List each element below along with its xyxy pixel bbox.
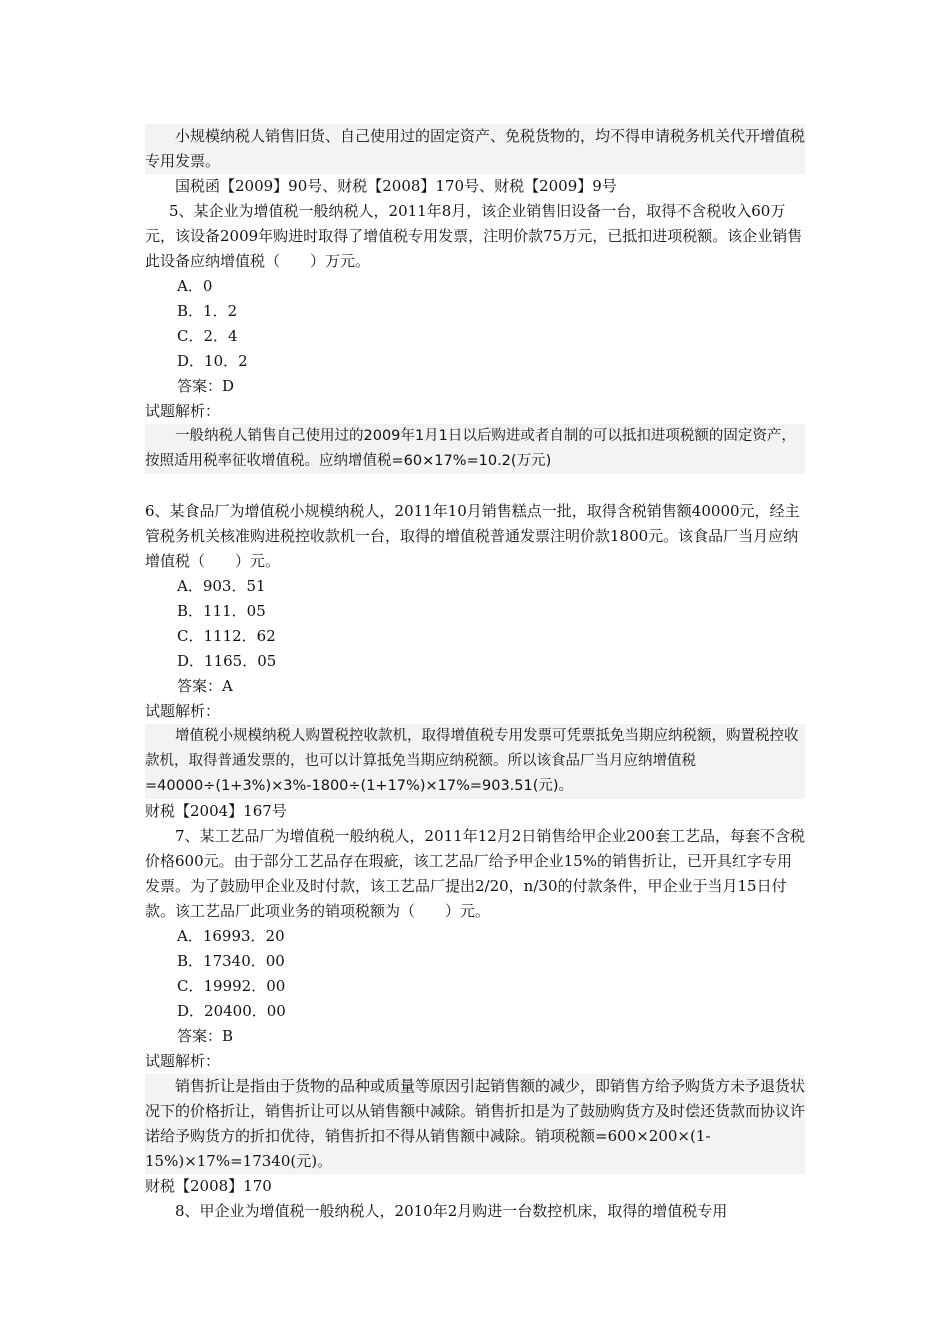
question-5-stem: 5、某企业为增值税一般纳税人，2011年8月，该企业销售旧设备一台，取得不含税收入60万元，该设备2009年购进时取得了增值税专用发票，注明价款75万元，已抵扣进项税额。该企业销售此设备应纳增值税（ ）万元。 bbox=[145, 202, 803, 270]
question-6-option-c: C．1112．62 bbox=[177, 627, 276, 645]
question-7-reference: 财税【2008】170 bbox=[145, 1177, 272, 1195]
question-7-option-d: D．20400．00 bbox=[177, 1002, 286, 1020]
question-7-option-a: A．16993．20 bbox=[177, 927, 285, 945]
question-7-stem: 7、某工艺品厂为增值税一般纳税人，2011年12月2日销售给甲企业200套工艺品，每套不含税价格600元。由于部分工艺品存在瑕疵，该工艺品厂给予甲企业15%的销售折让，已开具红字专用发票。为了鼓励甲企业及时付款，该工艺品厂提出2/20，n/30的付款条件，甲企业于当月15日付款。该工艺品厂此项业务的销项税额为（ ）元。 bbox=[145, 827, 805, 920]
spacer bbox=[145, 474, 805, 499]
question-5-analysis: 一般纳税人销售自己使用过的2009年1月1日以后购进或者自制的可以抵扣进项税额的固定资产，按照适用税率征收增值税。应纳增值税=60×17%=10.2(万元) bbox=[145, 424, 805, 474]
question-5-analysis-label: 试题解析： bbox=[145, 402, 221, 420]
question-6-analysis: 增值税小规模纳税人购置税控收款机，取得增值税专用发票可凭票抵免当期应纳税额，购置税控收款机，取得普通发票的，也可以计算抵免当期应纳税额。所以该食品厂当月应纳增值税=40000÷(1+3%)×3%-1800÷(1+17%)×17%=903.51(元)。 bbox=[145, 724, 805, 799]
question-7-answer: 答案：B bbox=[177, 1027, 234, 1045]
question-7-analysis-label: 试题解析： bbox=[145, 1052, 221, 1070]
question-7-option-c: C．19992．00 bbox=[177, 977, 286, 995]
question-6-option-b: B．111．05 bbox=[177, 602, 266, 620]
question-5-option-b: B．1．2 bbox=[177, 302, 238, 320]
document-body bbox=[145, 124, 805, 1224]
question-8-stem: 8、甲企业为增值税一般纳税人，2010年2月购进一台数控机床，取得的增值税专用 bbox=[175, 1202, 728, 1220]
question-5-option-d: D．10．2 bbox=[177, 352, 248, 370]
question-7-option-b: B．17340．00 bbox=[177, 952, 285, 970]
question-7-analysis: 销售折让是指由于货物的品种或质量等原因引起销售额的减少，即销售方给予购货方未予退货状况下的价格折让，销售折让可以从销售额中减除。销售折扣是为了鼓励购货方及时偿还货款而协议许诺给予购货方的折扣优待，销售折扣不得从销售额中减除。销项税额=600×200×(1-15%)×17%=17340(元)。 bbox=[145, 1074, 805, 1174]
intro-reference: 国税函【2009】90号、财税【2008】170号、财税【2009】9号 bbox=[175, 177, 617, 195]
question-5-option-a: A．0 bbox=[177, 277, 213, 295]
question-6-stem: 6、某食品厂为增值税小规模纳税人，2011年10月销售糕点一批，取得含税销售额40000元，经主管税务机关核准购进税控收款机一台，取得的增值税普通发票注明价款1800元。该食品厂当月应纳增值税（ ）元。 bbox=[145, 502, 800, 570]
question-6-analysis-label: 试题解析： bbox=[145, 702, 221, 720]
question-5-answer: 答案：D bbox=[177, 377, 235, 395]
question-6-reference: 财税【2004】167号 bbox=[145, 802, 287, 820]
question-6-option-a: A．903．51 bbox=[177, 577, 266, 595]
question-6-answer: 答案：A bbox=[177, 677, 233, 695]
intro-paragraph: 小规模纳税人销售旧货、自己使用过的固定资产、免税货物的，均不得申请税务机关代开增值税专用发票。 bbox=[145, 124, 805, 174]
question-5-option-c: C．2．4 bbox=[177, 327, 238, 345]
question-6-option-d: D．1165．05 bbox=[177, 652, 277, 670]
